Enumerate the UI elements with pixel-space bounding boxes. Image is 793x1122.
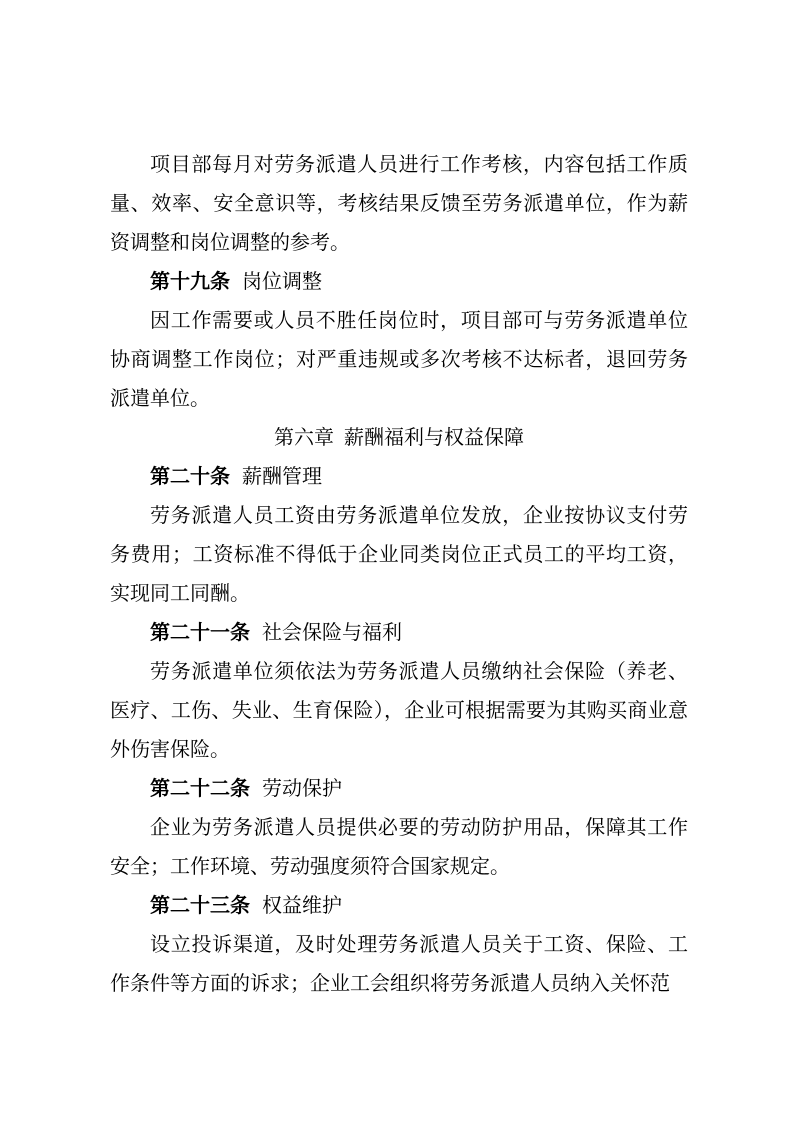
article-number: 第二十一条 — [150, 620, 250, 644]
article-heading — [110, 769, 688, 808]
article-number: 第十九条 — [150, 269, 230, 293]
article-heading — [110, 886, 688, 925]
article-title: 社会保险与福利 — [262, 620, 402, 644]
article-number: 第二十二条 — [150, 776, 250, 800]
article-heading — [110, 613, 688, 652]
chapter-heading — [110, 418, 688, 457]
document-body — [110, 145, 688, 1003]
article-heading — [110, 262, 688, 301]
paragraph: 项目部每月对劳务派遣人员进行工作考核，内容包括工作质量、效率、安全意识等，考核结果反馈至劳务派遣单位，作为薪资调整和岗位调整的参考。 — [110, 152, 688, 254]
chapter-title: 薪酬福利与权益保障 — [344, 425, 524, 449]
paragraph: 企业为劳务派遣人员提供必要的劳动防护用品，保障其工作安全；工作环境、劳动强度须符合国家规定。 — [110, 815, 688, 878]
article-title: 权益维护 — [262, 893, 342, 917]
article-title: 劳动保护 — [262, 776, 342, 800]
chapter-number: 第六章 — [274, 425, 334, 449]
article-number: 第二十条 — [150, 464, 230, 488]
article-number: 第二十三条 — [150, 893, 250, 917]
paragraph: 因工作需要或人员不胜任岗位时，项目部可与劳务派遣单位协商调整工作岗位；对严重违规或多次考核不达标者，退回劳务派遣单位。 — [110, 308, 688, 410]
paragraph: 劳务派遣单位须依法为劳务派遣人员缴纳社会保险（养老、医疗、工伤、失业、生育保险），企业可根据需要为其购买商业意外伤害保险。 — [110, 659, 688, 761]
article-title: 岗位调整 — [242, 269, 322, 293]
paragraph: 设立投诉渠道，及时处理劳务派遣人员关于工资、保险、工作条件等方面的诉求；企业工会组织将劳务派遣人员纳入关怀范 — [110, 932, 688, 995]
article-title: 薪酬管理 — [242, 464, 322, 488]
article-heading — [110, 457, 688, 496]
paragraph: 劳务派遣人员工资由劳务派遣单位发放，企业按协议支付劳务费用；工资标准不得低于企业同类岗位正式员工的平均工资，实现同工同酬。 — [110, 503, 688, 605]
